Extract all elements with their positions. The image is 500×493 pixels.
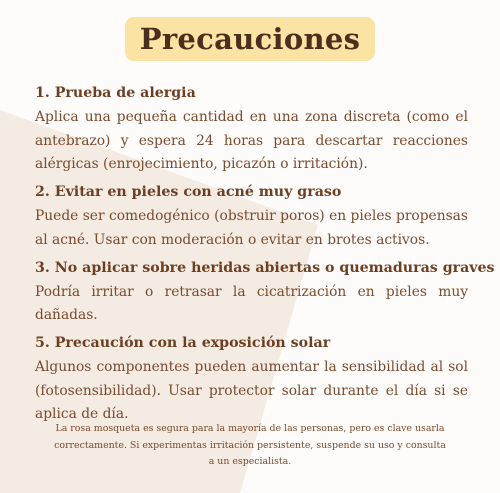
- precautions-list: [35, 80, 495, 429]
- section-allergy-test: [35, 80, 468, 177]
- page-title: Precauciones: [125, 17, 376, 61]
- section-text: Algunos componentes pueden aumentar la sensibilidad al sol (fotosensibilidad). Usar protector solar durante el día si se aplica de día.: [35, 358, 468, 423]
- section-oily-skin: [35, 179, 468, 252]
- section-text: Podría irritar o retrasar la cicatrización en pieles muy dañadas.: [35, 283, 468, 324]
- section-sun-exposure: [35, 330, 468, 427]
- section-heading: 5. Precaución con la exposición solar: [35, 334, 331, 351]
- section-heading: 1. Prueba de alergia: [35, 85, 196, 101]
- footer-note: La rosa mosqueta es segura para la mayoría de las personas, pero es clave usarla correctamente. Si experimentas irritación persistente, suspende su uso y consulta a un especialista.: [54, 423, 446, 467]
- title-container: [0, 17, 500, 61]
- section-heading: 3. No aplicar sobre heridas abiertas o quemaduras graves: [35, 259, 495, 276]
- section-text: Aplica una pequeña cantidad en una zona discreta (como el antebrazo) y espera 24 horas para descartar reacciones alérgicas (enrojecimiento, picazón o irritación).: [35, 109, 468, 173]
- section-open-wounds: [35, 255, 495, 328]
- section-text: Puede ser comedogénico (obstruir poros) en pieles propensas al acné. Usar con moderación o evitar en brotes activos.: [35, 208, 468, 248]
- section-heading: 2. Evitar en pieles con acné muy graso: [35, 184, 342, 201]
